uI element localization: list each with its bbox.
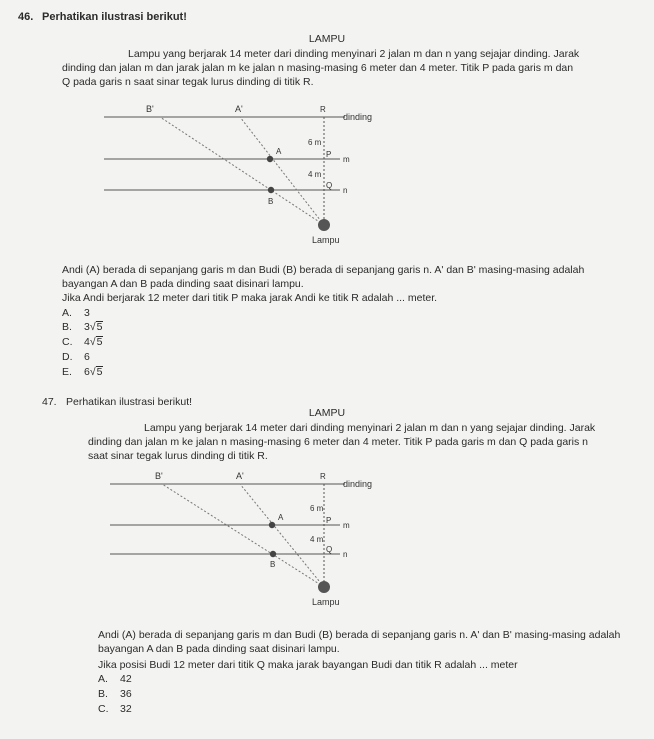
option-letter: D. <box>62 351 73 363</box>
question-47-intro: Perhatikan ilustrasi berikut! <box>66 396 193 408</box>
question-46-para-line2: dinding dan jalan m dan jarak jalan m ke jalan n masing-masing 6 meter dan 4 meter. Titik P pada garis m dan <box>62 62 574 74</box>
question-47-para-line2: dinding dan jalan m ke jalan n masing-masing 6 meter dan 4 meter. Titik P pada garis m dan Q pada garis n <box>88 436 589 448</box>
option-value: 3 <box>84 307 90 319</box>
question-46-intro: Perhatikan ilustrasi berikut! <box>42 11 187 23</box>
option-value: 32 <box>120 703 132 715</box>
question-46-q-line3: Jika Andi berjarak 12 meter dari titik P maka jarak Andi ke titik R adalah ... meter. <box>62 292 438 304</box>
label-n: n <box>343 550 348 559</box>
question-47-para-line3: saat sinar tegak lurus dinding di titik R. <box>88 450 268 462</box>
point-a <box>267 156 273 162</box>
label-four-m: 4 m <box>308 170 322 179</box>
point-a <box>269 522 275 528</box>
label-b: B <box>270 560 276 569</box>
option-47-b[interactable] <box>98 687 132 701</box>
label-a: A <box>276 147 282 156</box>
label-p: P <box>326 516 332 525</box>
lamp-icon <box>318 219 330 231</box>
label-r: R <box>320 105 326 114</box>
option-46-a[interactable] <box>62 306 90 320</box>
option-letter: B. <box>98 688 108 700</box>
label-a: A <box>278 513 284 522</box>
question-46-para-line3: Q pada garis n saat sinar tegak lurus dinding di titik R. <box>62 76 314 88</box>
option-coef: 4 <box>84 336 90 348</box>
option-root: 5 <box>96 366 103 378</box>
option-letter: C. <box>62 336 73 348</box>
question-46-para-line1: Lampu yang berjarak 14 meter dari dinding menyinari 2 jalan m dan n yang sejajar dinding. Jarak <box>128 48 580 60</box>
sqrt-symbol: √ <box>89 336 96 348</box>
label-m: m <box>343 155 350 164</box>
question-47-q-line3: Jika posisi Budi 12 meter dari titik Q maka jarak bayangan Budi dan titik R adalah ... meter <box>98 659 518 671</box>
question-47-number: 47. <box>42 396 57 408</box>
point-b <box>270 551 276 557</box>
option-coef: 3 <box>84 321 90 333</box>
option-47-a[interactable] <box>98 672 132 686</box>
option-letter: C. <box>98 703 109 715</box>
label-a-prime: A' <box>236 471 244 481</box>
option-46-b[interactable] <box>62 320 103 334</box>
option-root: 5 <box>96 321 103 333</box>
ray-to-b-prime <box>160 117 324 225</box>
label-n: n <box>343 186 348 195</box>
sqrt-symbol: √ <box>89 366 96 378</box>
option-46-d[interactable] <box>62 350 90 364</box>
lamp-icon <box>318 581 330 593</box>
ray-to-b-prime <box>162 484 324 587</box>
question-46-number: 46. <box>18 11 34 23</box>
option-letter: E. <box>62 366 72 378</box>
label-wall: dinding <box>343 112 373 122</box>
question-47-title: LAMPU <box>308 407 346 419</box>
option-value: 6 <box>84 351 90 363</box>
question-47-diagram <box>0 465 654 615</box>
label-m: m <box>343 521 350 530</box>
question-46-diagram <box>0 95 654 255</box>
point-b <box>268 187 274 193</box>
label-six-m: 6 m <box>308 138 322 147</box>
sqrt-symbol: √ <box>89 321 96 333</box>
option-46-e[interactable] <box>62 365 103 379</box>
option-47-c[interactable] <box>98 702 132 716</box>
label-six-m: 6 m <box>310 504 324 513</box>
label-four-m: 4 m <box>310 535 324 544</box>
label-a-prime: A' <box>235 104 243 114</box>
option-letter: A. <box>62 307 72 319</box>
question-46-q-line1: Andi (A) berada di sepanjang garis m dan Budi (B) berada di sepanjang garis n. A' dan B' masing-masing adalah <box>62 264 585 276</box>
question-47-q-line1: Andi (A) berada di sepanjang garis m dan Budi (B) berada di sepanjang garis n. A' dan B' masing-masing adalah <box>98 629 621 641</box>
option-46-c[interactable] <box>62 335 103 349</box>
option-value: 42 <box>120 673 132 685</box>
option-letter: B. <box>62 321 72 333</box>
question-46-q-line2: bayangan A dan B pada dinding saat disinari lampu. <box>62 278 304 290</box>
option-root: 5 <box>96 336 103 348</box>
label-b-prime: B' <box>155 471 163 481</box>
label-b-prime: B' <box>146 104 154 114</box>
label-q: Q <box>326 545 333 554</box>
label-wall: dinding <box>343 479 373 489</box>
label-lamp: Lampu <box>312 235 340 245</box>
label-r: R <box>320 472 326 481</box>
option-coef: 6 <box>84 366 90 378</box>
option-letter: A. <box>98 673 108 685</box>
label-p: P <box>326 150 332 159</box>
label-b: B <box>268 197 274 206</box>
question-47-para-line1: Lampu yang berjarak 14 meter dari dinding menyinari 2 jalan m dan n yang sejajar dinding. Jarak <box>144 422 596 434</box>
question-46-title: LAMPU <box>308 33 346 45</box>
option-value: 36 <box>120 688 132 700</box>
question-47-q-line2: bayangan A dan B pada dinding saat disinari lampu. <box>98 643 340 655</box>
label-lamp: Lampu <box>312 597 340 607</box>
label-q: Q <box>326 181 333 190</box>
